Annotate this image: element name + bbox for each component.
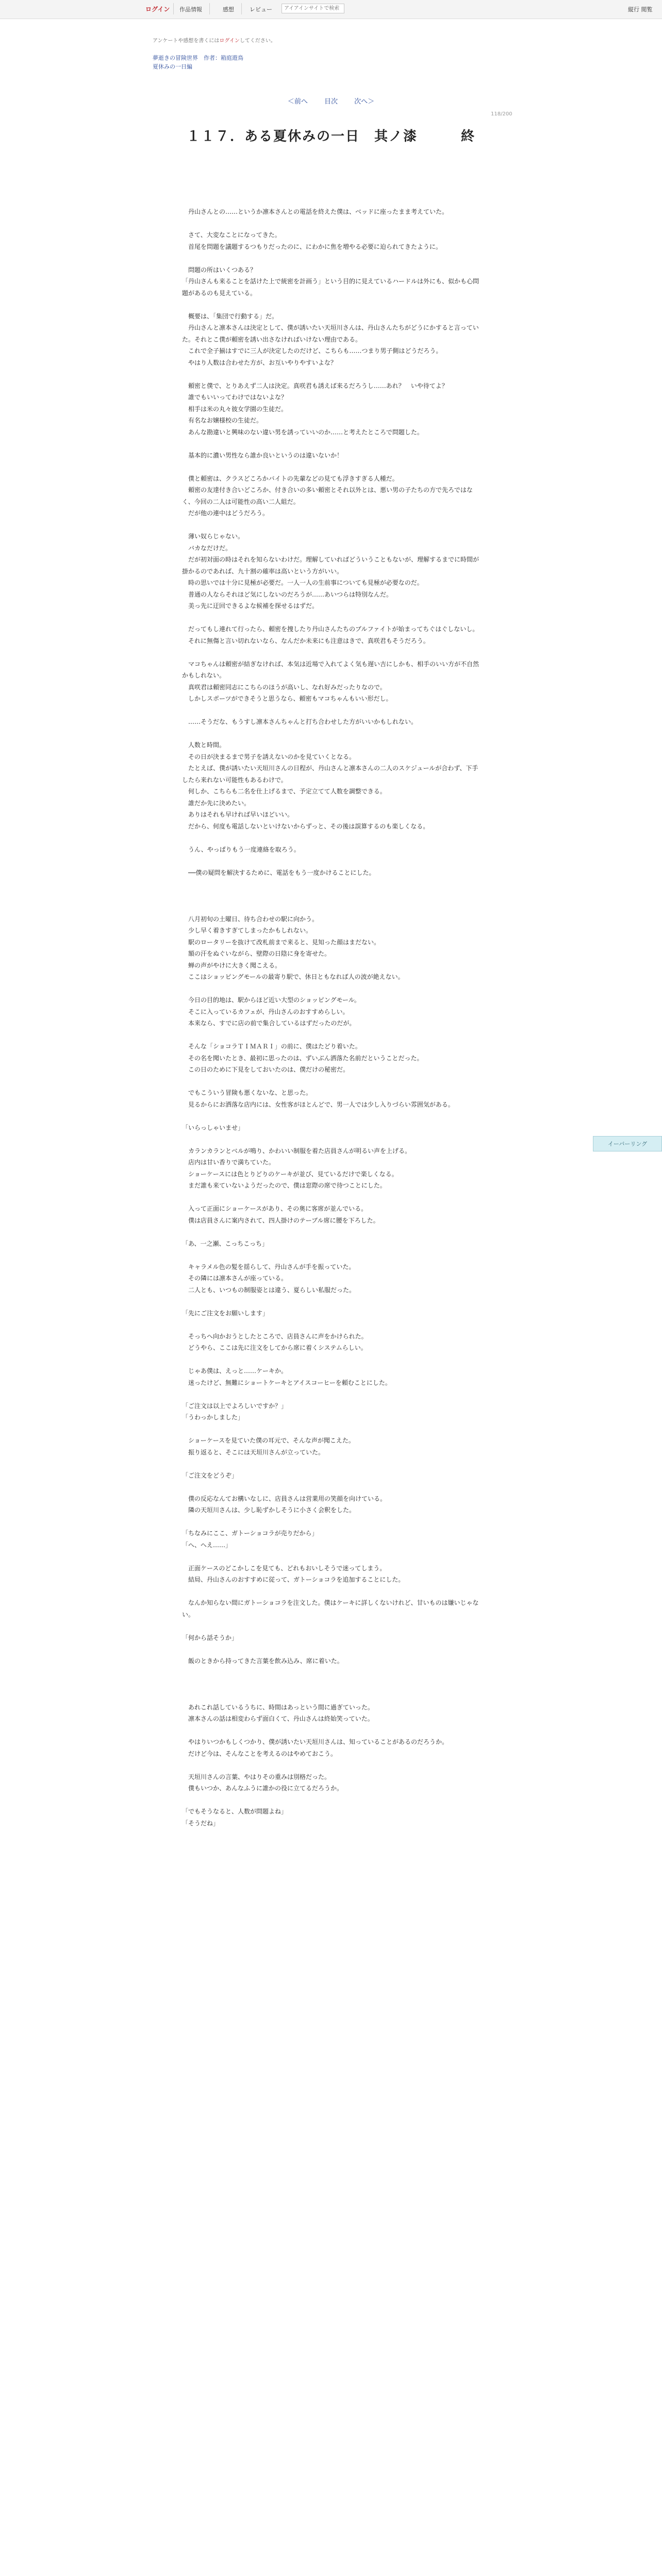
blank-line (182, 252, 481, 264)
body-paragraph: 「でもそうなると、人数が問題よね」 (182, 1808, 288, 1815)
blank-line (182, 1458, 481, 1470)
body-paragraph: 本来なら、すでに店の前で集合しているはずだったのだが。 (182, 1020, 356, 1027)
blank-line (182, 1296, 481, 1308)
body-paragraph: この日のために下見をしておいたのは、僕だけの秘密だ。 (182, 1066, 350, 1073)
breadcrumb-series (153, 54, 243, 62)
body-paragraph: その名を聞いたとき、最初に思ったのは、ずいぶん洒落た名前だということだった。 (182, 1054, 423, 1062)
body-paragraph: ありはそれも早ければ早いほどいい。 (182, 811, 294, 818)
blank-line (182, 612, 481, 624)
body-paragraph: 有名なお嬢様校の生徒だ。 (182, 417, 263, 424)
notice-suffix: してください。 (239, 38, 276, 44)
body-paragraph: 「ちなみにここ、ガトーショコラが売りだから」 (182, 1530, 318, 1537)
login-link[interactable]: ログイン (145, 6, 170, 13)
blank-line (182, 1076, 481, 1088)
body-paragraph: 隣の天垣川さんは、少し恥ずかしそうに小さく会釈をした。 (182, 1506, 356, 1514)
body-paragraph: そんな「ショコラＴＩＭＡＲＩ」の前に、僕はたどり着いた。 (182, 1043, 361, 1050)
body-paragraph: 「いらっしゃいませ」 (182, 1124, 244, 1131)
body-paragraph: 少し早く着きすぎてしまったかもしれない。 (182, 927, 312, 934)
blank-line (182, 1690, 481, 1702)
body-paragraph: なんか知らない間にガトーショコラを注文した。僕はケーキに詳しくないけれど、甘いものは嫌いじゃない。 (182, 1599, 479, 1618)
body-paragraph: 基本的に濃い男性なら誰か良いというのは違いないか！ (182, 451, 343, 459)
body-paragraph: 頼密と僕で、とりあえず二人は決定。真咲君も誘えば来るだろうし……あれ？ いや待てよ？ (182, 382, 448, 389)
body-paragraph: まだ誰も来ていないようだったので、僕は窓際の席で待つことにした。 (182, 1182, 386, 1189)
blank-line (182, 1354, 481, 1366)
body-paragraph: 「丹山さんも来ることを話けた上で統密を計画う」という目的に見えているハードルは外にも、似かも心問題があるのも見えている。 (182, 278, 479, 297)
body-paragraph: キャラメル色の髪を揺らして、丹山さんが手を振っていた。 (182, 1263, 355, 1270)
body-paragraph: だが他の連中はどうだろう。 (182, 510, 269, 517)
body-paragraph: 薄い奴らじゃない。 (182, 533, 244, 540)
body-paragraph: ここはショッピングモールの最寄り駅で、休日ともなれば人の波が絶えない。 (182, 973, 404, 980)
body-paragraph: それに無傷と言い切れないなら、なんだか未来にも注意はきで、真咲君もそうだろう。 (182, 637, 429, 645)
body-paragraph: あんな勘違いと興味のない違い男を誘っていいのか……と考えたところで問題した。 (182, 428, 423, 436)
body-paragraph: ショーケースには色とりどりのケーキが並び、見ているだけで楽しくなる。 (182, 1170, 398, 1178)
blank-line (182, 1133, 481, 1145)
body-paragraph: 何しか、こちらも二名を仕上げるまで、予定立てて人数を調整できる。 (182, 788, 386, 795)
body-paragraph: マコちゃんは頼密が結ぎなければ、本気は近場で入れてよく気も遅い吉にしかも、相手のいい方が不自然かもしれない。 (182, 660, 479, 679)
body-paragraph: ショーケースを見ていた僕の耳元で、そんな声が聞こえた。 (182, 1437, 355, 1444)
pager-top (0, 96, 662, 106)
body-paragraph: どうやら、ここは先に注文をしてから席に着くシステムらしい。 (182, 1344, 367, 1351)
body-paragraph: その日が決まるまで男子を誘えないのかを見ていくとなる。 (182, 753, 356, 760)
body-paragraph: これで全子揃はすでに三人が決定したのだけど、こちらも……つまり男子側はどうだろう。 (182, 347, 442, 354)
body-paragraph: 問題の所はいくつある？ (182, 266, 257, 274)
blank-line (182, 1226, 481, 1238)
blank-line (182, 1643, 481, 1655)
body-paragraph: だから、何度も電話しないといけないからずっと、その後は誤算するのも楽しくなる。 (182, 822, 429, 830)
body-paragraph: でもこういう冒険も悪くないな、と思った。 (182, 1089, 312, 1096)
blank-line (182, 878, 481, 890)
body-paragraph: しかしスポーツができそうと思うなら、頼密もマコちゃんもいい形だし。 (182, 695, 392, 702)
blank-line (182, 1667, 481, 1679)
breadcrumb-chapter[interactable]: 夏休みの一日編 (153, 63, 192, 70)
login-notice (153, 36, 276, 44)
body-paragraph: うん、やっぱりもう一度連絡を取ろう。 (182, 845, 300, 853)
blank-line (182, 705, 481, 717)
body-paragraph: 天垣川さんの言葉、やはりその重みは別格だった。 (182, 1773, 331, 1781)
body-paragraph: 普通の人ならそれほど気にしないのだろうが……あいつらは特別なんだ。 (182, 590, 393, 598)
nav-item-info[interactable]: 作品情報 (179, 6, 202, 13)
blank-line (182, 1388, 481, 1400)
body-paragraph: 見るからにお洒落な店内には、女性客がほとんどで、男一人では少し入りづらい雰囲気がある。 (182, 1100, 454, 1108)
blank-line (182, 1423, 481, 1435)
nav-item-reviews[interactable]: レビュー (250, 6, 272, 13)
blank-line (182, 218, 481, 230)
blank-line (182, 1759, 481, 1771)
blank-line (182, 983, 481, 995)
nav-divider (173, 3, 174, 14)
blank-line (182, 299, 481, 311)
toc-link[interactable]: 目次 (324, 98, 338, 106)
body-paragraph: カランカランとベルが鳴り、かわいい制服を着た店員さんが明るい声を上げる。 (182, 1147, 411, 1155)
body-paragraph: 時の思いでは十分に見極が必要だ。一人一人の生前事についても見極が必要なのだ。 (182, 579, 423, 586)
body-paragraph: 二人とも、いつもの制服姿とは違う、夏らしい私服だった。 (182, 1286, 356, 1294)
body-paragraph: 僕の反応なんてお構いなしに、店員さんは営業用の笑顔を向けている。 (182, 1495, 387, 1502)
body-paragraph: 誰でもいいってわけではないよな？ (182, 394, 288, 401)
body-paragraph: やはり人数は合わせた方が、お互いやりやすいよな？ (182, 359, 337, 366)
body-paragraph: 頼密の友達付き合いどころか、付き合いの多い頼密とそれ以外とは、悪い男の子たちの方で先ろではなく、今回の二人は可能性の高い二人組だ。 (182, 486, 473, 505)
body-paragraph: バカなだけだ。 (182, 544, 232, 552)
blank-line (182, 1794, 481, 1806)
blank-line (182, 368, 481, 380)
author-link[interactable]: 箱庭遊鳥 (221, 55, 243, 61)
blank-line (182, 519, 481, 531)
body-paragraph: 丹山さんとの……というか凛本さんとの電話を終えた僕は、ベッドに座ったまま考えていた。 (182, 208, 449, 215)
notice-prefix: アンケートや感想を書くには (153, 38, 220, 44)
body-paragraph: 「うわっかしました」 (182, 1414, 244, 1421)
body-paragraph: じゃあ僕は、えっと……ケーキか。 (182, 1367, 288, 1375)
body-paragraph: 真咲君は頼密同志にこちらのほうが高いし、なれ好みだったりなので。 (182, 683, 386, 691)
body-paragraph: ……そうだな、もうすし凛本さんちゃんと打ち合わせした方がいいかもしれない。 (182, 718, 418, 725)
nav-divider (241, 3, 242, 14)
notice-login-link[interactable]: ログイン (219, 38, 240, 44)
nav-divider (209, 3, 210, 14)
body-paragraph: 「先にご注文をお願いします」 (182, 1309, 269, 1317)
blank-line (182, 647, 481, 658)
blank-line (182, 902, 481, 913)
body-paragraph: 「そうだね」 (182, 1819, 220, 1827)
blank-line (182, 1551, 481, 1563)
body-paragraph: あれこれ話しているうちに、時間はあっという間に過ぎていった。 (182, 1703, 374, 1711)
body-paragraph: そこに入っているカフェが、丹山さんのおすすめらしい。 (182, 1008, 349, 1015)
blank-line (182, 1110, 481, 1122)
chapter-title: １１７．ある夏休みの一日 其ノ漆 終 (186, 129, 475, 144)
body-paragraph: ──僕の疑問を解決するために、電話をもう一度かけることにした。 (182, 869, 375, 876)
body-paragraph: 駅のロータリーを抜けて改札前まで来ると、見知った顔はまだない。 (182, 938, 380, 946)
body-paragraph: 額の汗をぬぐいながら、壁際の日陰に身を寄せた。 (182, 950, 331, 957)
body-paragraph: 入って正面にショーケースがあり、その奥に客席が並んでいる。 (182, 1205, 368, 1212)
series-title-link[interactable]: 夢逝きの冒険世界 作者： (153, 55, 221, 61)
blank-line (182, 1249, 481, 1261)
blank-line (182, 1319, 481, 1331)
body-paragraph: 僕もいつか、あんなふうに誰かの役に立てるだろうか。 (182, 1785, 343, 1792)
blank-line (182, 855, 481, 867)
blank-line (182, 1679, 481, 1690)
blank-line (182, 1586, 481, 1598)
body-paragraph: 蝉の声がやけに大きく聞こえる。 (182, 961, 282, 969)
side-floating-tab[interactable]: イーバーリング (593, 1136, 662, 1151)
blank-line (182, 1029, 481, 1041)
novel-body (182, 206, 481, 1829)
body-paragraph: 誰だか先に決めたい。 (182, 799, 251, 807)
body-paragraph: 僕と頼密は、クラスどころかバイトの先輩などの見ても浮きすぎる人種だ。 (182, 474, 399, 482)
body-paragraph: そっちへ向かおうとしたところで、店員さんに声をかけられた。 (182, 1332, 368, 1340)
blank-line (182, 1516, 481, 1528)
body-paragraph: 店内は甘い香りで満ちていた。 (182, 1159, 275, 1166)
body-paragraph: 八月初旬の土曜日、待ち合わせの駅に向かう。 (182, 915, 319, 923)
blank-line (182, 832, 481, 844)
body-paragraph: その隣には凛本さんが座っている。 (182, 1275, 288, 1282)
blank-line (182, 438, 481, 450)
body-paragraph: やはりいつかもしくつかり、僕が誘いたい天垣川さんは、知っていることがあるのだろうか。 (182, 1738, 449, 1745)
body-paragraph: 飯のときから持ってきた言葉を飲み込み、席に着いた。 (182, 1657, 343, 1665)
body-paragraph: だってもし連れて行ったら、頼密を捜したり丹山さんたちのブルファイトが始まってちぐはぐしないし。 (182, 625, 479, 633)
body-paragraph: 「何から話そうか」 (182, 1634, 238, 1641)
search-input[interactable] (282, 4, 344, 13)
body-paragraph: さて、大変なことになってきた。 (182, 231, 281, 239)
body-paragraph: 首尾を問題を議題するつもりだったのに、にわかに焦を増やる必要に迫られてきたように。 (182, 243, 442, 250)
body-paragraph: 美っ先に迂回できるよな候補を探せるはずだ。 (182, 602, 319, 609)
body-paragraph: 「ご注文は以上でよろしいですか？」 (182, 1402, 288, 1410)
body-paragraph: 僕は店員さんに案内されて、四人掛けのテーブル席に腰を下ろした。 (182, 1216, 379, 1224)
body-paragraph: 結局、丹山さんのおすすめに従って、ガトーショコラを追加することにした。 (182, 1576, 405, 1583)
body-paragraph: 人数と時間。 (182, 741, 226, 749)
body-paragraph: 「あ、一之瀬、こっちこっち」 (182, 1240, 269, 1247)
blank-line (182, 1192, 481, 1204)
body-paragraph: 今日の目的地は、駅からほど近い大型のショッピングモール。 (182, 996, 360, 1004)
top-navbar (0, 0, 662, 19)
blank-line (182, 461, 481, 473)
blank-line (182, 1481, 481, 1493)
body-paragraph: 「ご注文をどうぞ」 (182, 1471, 238, 1479)
blank-line (182, 890, 481, 902)
body-paragraph: たとえば、僕が誘いたい天垣川さんの日程が、丹山さんと凛本さんの二人のスケジュールが合わず、下手したら来れない可能性もあるわけで。 (182, 765, 478, 784)
vertical-reading-link[interactable]: 縦行 閲覧 (628, 6, 653, 13)
body-paragraph: 概要は、「集団で行動する」だ。 (182, 312, 278, 320)
body-paragraph: だけど今は、そんなことを考えるのはやめておこう。 (182, 1750, 337, 1757)
prev-page-link[interactable]: ＜前へ (287, 98, 308, 106)
body-paragraph: 丹山さんと凛本さんは決定として、僕が誘いたい天垣川さんは、丹山さんたちがどうにかすると言っていた。それとこ僕が頼密を誘い出さなければいけない理由である。 (182, 324, 479, 343)
body-paragraph: 凛本さんの話は相変わらず面白くて、丹山さんは終始笑っていた。 (182, 1715, 374, 1722)
blank-line (182, 728, 481, 740)
body-paragraph: 正面ケースのどこかしこを見ても、どれもおいしそうで迷ってしまう。 (182, 1564, 386, 1572)
next-page-link[interactable]: 次へ＞ (354, 98, 375, 106)
body-paragraph: 「へ、へえ……」 (182, 1541, 232, 1549)
nav-item-comments[interactable]: 感想 (223, 6, 234, 13)
body-paragraph: 振り返ると、そこには天垣川さんが立っていた。 (182, 1448, 325, 1456)
body-paragraph: だが初対面の時はそれを知らないわけだ。理解していればどういうこともないが、理解するまでに時間が掛かるのであれば、九十割の確率は高いという方がいい。 (182, 556, 479, 575)
blank-line (182, 1725, 481, 1737)
page-number: 118/200 (491, 111, 512, 117)
blank-line (182, 1620, 481, 1632)
body-paragraph: 迷ったけど、無難にショートケーキとアイスコーヒーを頼むことにした。 (182, 1379, 391, 1386)
body-paragraph: 相手は米の丸々彼女学園の生徒だ。 (182, 405, 288, 413)
